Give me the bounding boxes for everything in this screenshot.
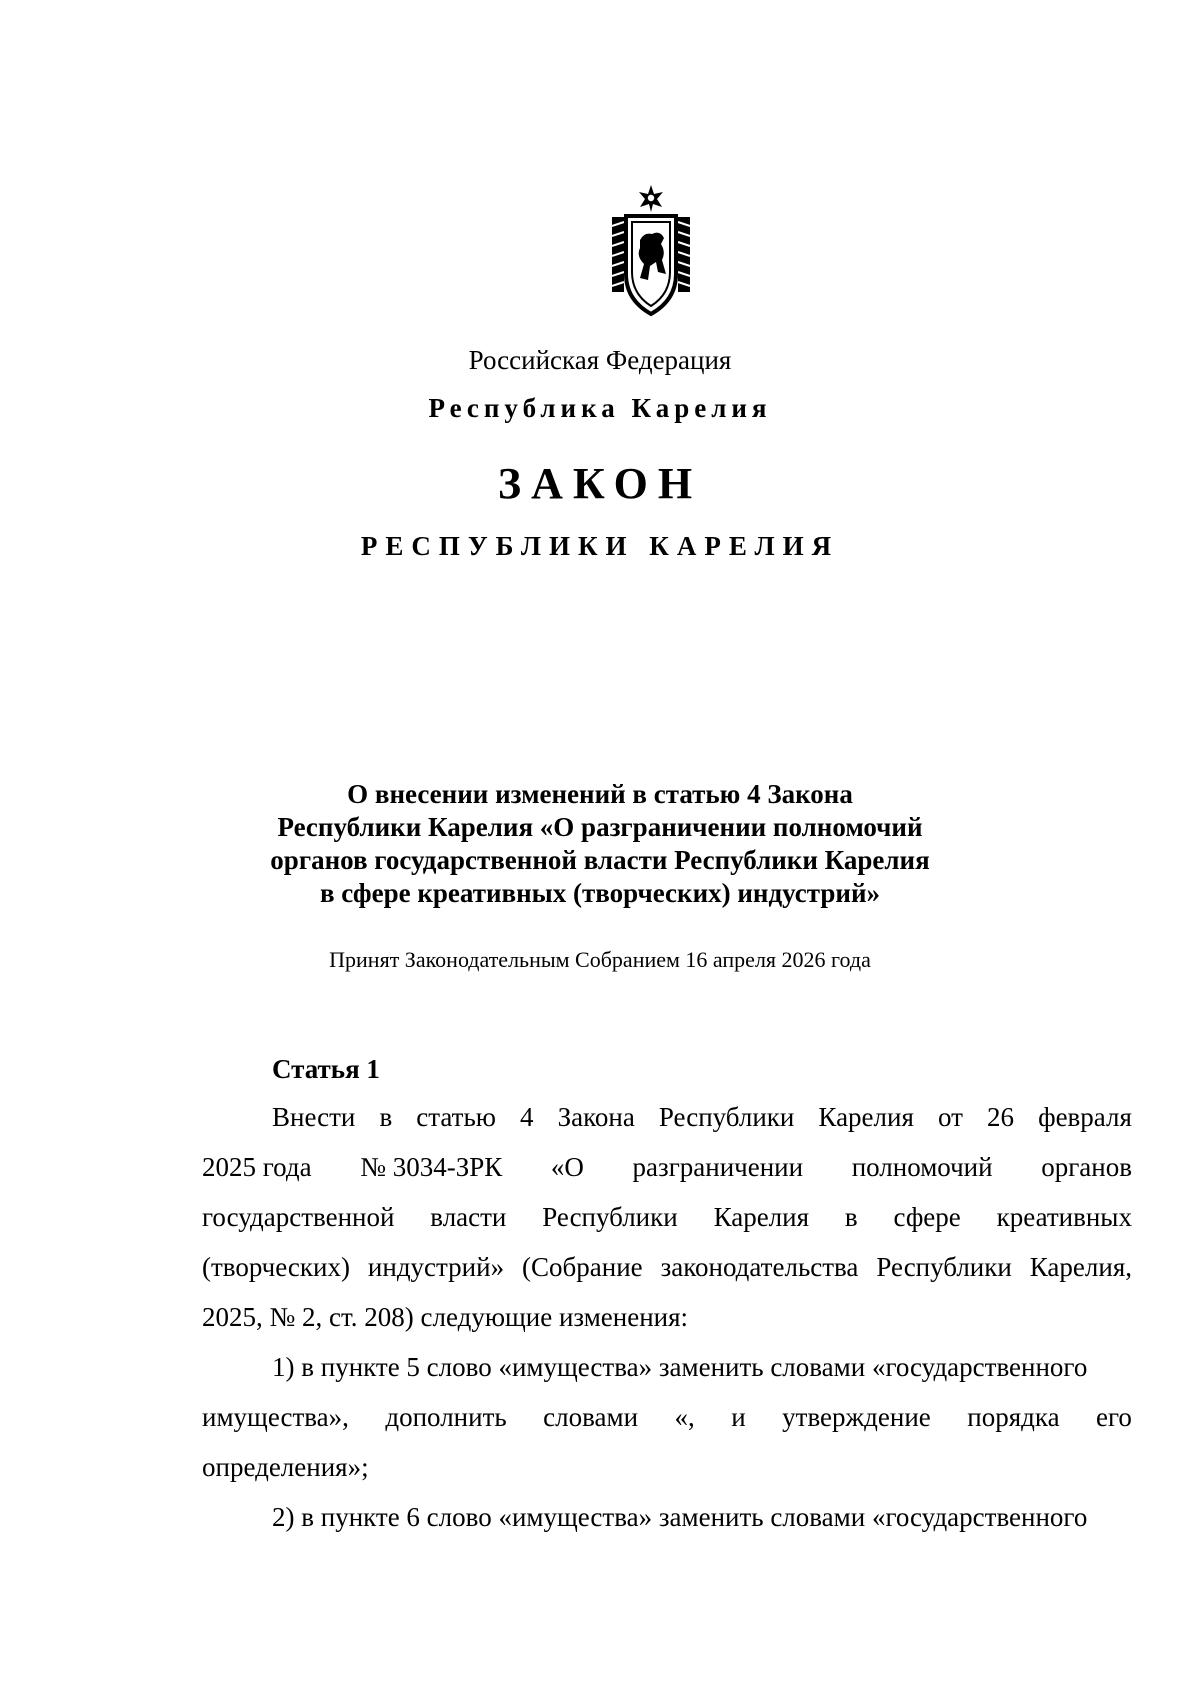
document-type: ЗАКОН	[497, 459, 703, 508]
adoption-note: Принят Законодательным Собранием 16 апреля 2026 года	[329, 947, 871, 972]
article-text-line: государственной власти Республики Карелия в сфере креативных	[202, 1202, 1132, 1232]
title-line: органов государственной власти Республики Карелия	[270, 845, 930, 875]
title-line: в сфере креативных (творческих) индустрий»	[319, 878, 881, 908]
republic-name: Республика Карелия	[428, 393, 772, 423]
law-title	[0, 778, 1200, 910]
article-text-line: 1) в пункте 5 слово «имущества» заменить словами «государственного	[272, 1352, 1088, 1382]
coat-of-arms-karelia-icon	[606, 182, 696, 320]
country-name: Российская Федерация	[468, 345, 732, 375]
title-line: О внесении изменений в статью 4 Закона	[347, 779, 853, 809]
article-text-line: определения»;	[202, 1452, 369, 1482]
article-text-line: 2) в пункте 6 слово «имущества» заменить словами «государственного	[272, 1502, 1088, 1532]
article-text-line: имущества», дополнить словами «, и утверждение порядка его	[202, 1402, 1132, 1432]
article-text-line: 2025, № 2, ст. 208) следующие изменения:	[202, 1302, 689, 1332]
title-line: Республики Карелия «О разграничении полномочий	[277, 812, 923, 842]
article-text-line: Внести в статью 4 Закона Республики Карелия от 26 февраля	[272, 1102, 1132, 1132]
article-text-line: (творческих) индустрий» (Собрание законодательства Республики Карелия,	[202, 1252, 1132, 1282]
document-owner: РЕСПУБЛИКИ КАРЕЛИЯ	[360, 531, 840, 561]
article-heading: Статья 1	[272, 1054, 380, 1084]
article-text-line: 2025 года № 3034-ЗРК «О разграничении полномочий органов	[202, 1152, 1132, 1182]
